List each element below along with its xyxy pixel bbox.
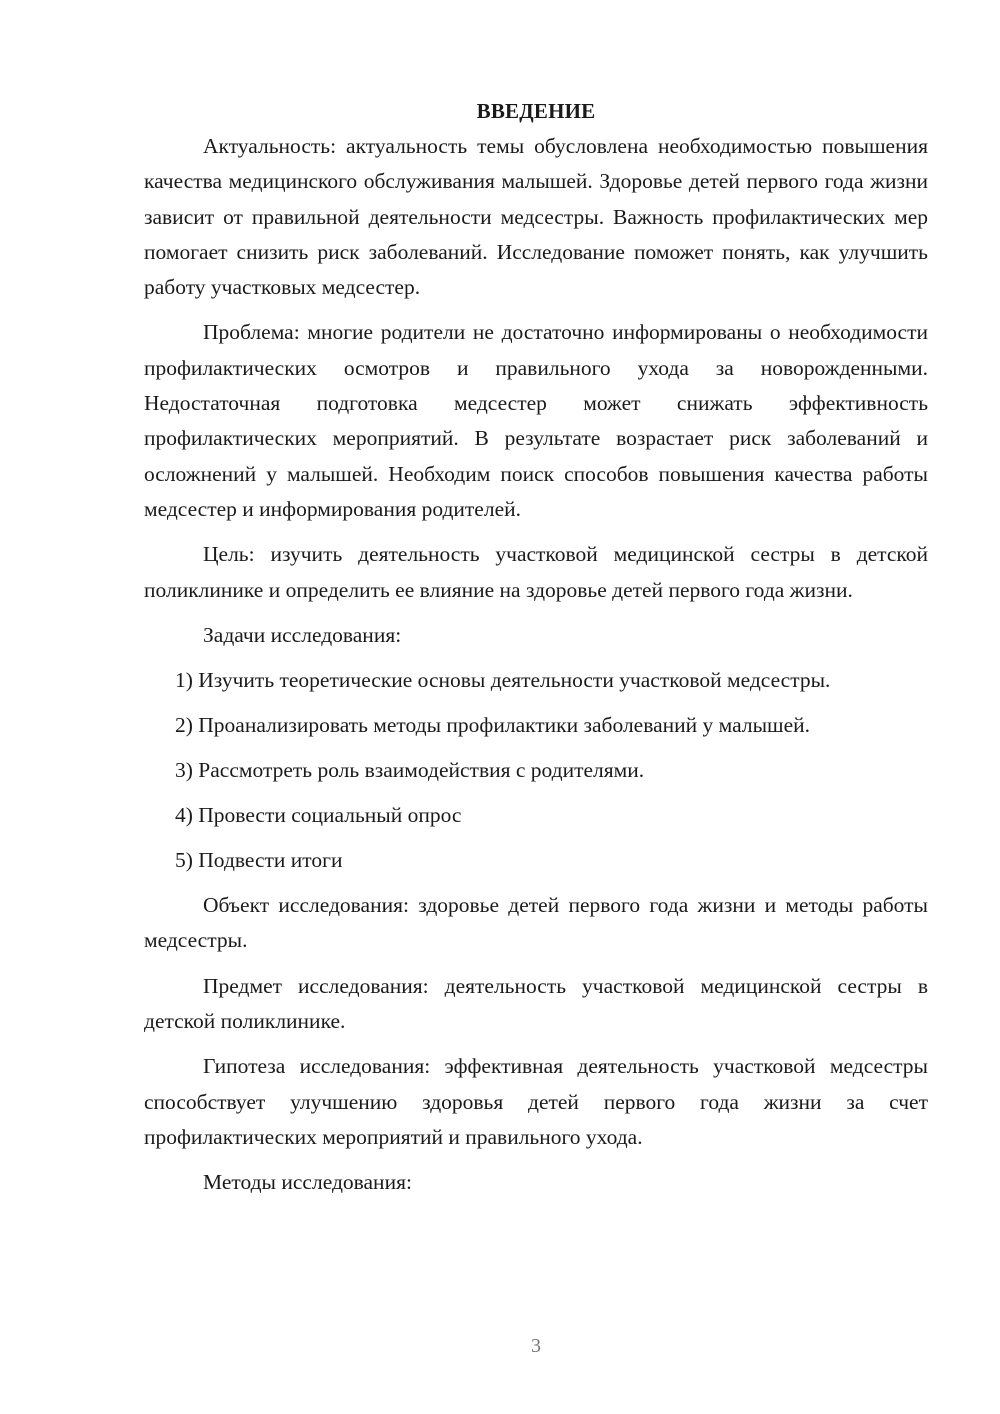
paragraph-hypothesis: Гипотеза исследования: эффективная деятельность участковой медсестры способствует улучшению здоровья детей первого года жизни за счет профилактических мероприятий и правильного ухода. bbox=[144, 1054, 928, 1149]
list-item: 3) Рассмотреть роль взаимодействия с родителями. bbox=[175, 758, 645, 783]
list-item: 5) Подвести итоги bbox=[175, 848, 343, 873]
paragraph-goal: Цель: изучить деятельность участковой медицинской сестры в детской поликлинике и определить ее влияние на здоровье детей первого года жизни. bbox=[144, 542, 928, 602]
paragraph-relevance: Актуальность: актуальность темы обусловлена необходимостью повышения качества медицинского обслуживания малышей. Здоровье детей первого года жизни зависит от правильной деятельности медсестры. Важность профилактических мер помогает снизить риск заболеваний. Исследование поможет понять, как улучшить работу участковых медсестер. bbox=[144, 134, 928, 300]
list-item: 4) Провести социальный опрос bbox=[175, 803, 462, 828]
document-title: ВВЕДЕНИЕ bbox=[476, 99, 596, 123]
document-page bbox=[144, 94, 928, 1201]
paragraph-object: Объект исследования: здоровье детей первого года жизни и методы работы медсестры. bbox=[144, 893, 928, 953]
tasks-heading: Задачи исследования: bbox=[203, 622, 402, 647]
page-number: 3 bbox=[531, 1335, 541, 1357]
list-item: 2) Проанализировать методы профилактики заболеваний у малышей. bbox=[175, 713, 810, 738]
paragraph-subject: Предмет исследования: деятельность участковой медицинской сестры в детской поликлинике. bbox=[144, 973, 928, 1034]
methods-heading: Методы исследования: bbox=[203, 1170, 412, 1195]
tasks-list bbox=[144, 663, 928, 878]
paragraph-problem: Проблема: многие родители не достаточно информированы о необходимости профилактических осмотров и правильного ухода за новорожденными. Недостаточная подготовка медсестер может снижать эффективность профилактических мероприятий. В результате возрастает риск заболеваний и осложнений у малышей. Необходим поиск способов повышения качества работы медсестер и информирования родителей. bbox=[144, 320, 928, 521]
list-item: 1) Изучить теоретические основы деятельности участковой медсестры. bbox=[175, 668, 831, 693]
